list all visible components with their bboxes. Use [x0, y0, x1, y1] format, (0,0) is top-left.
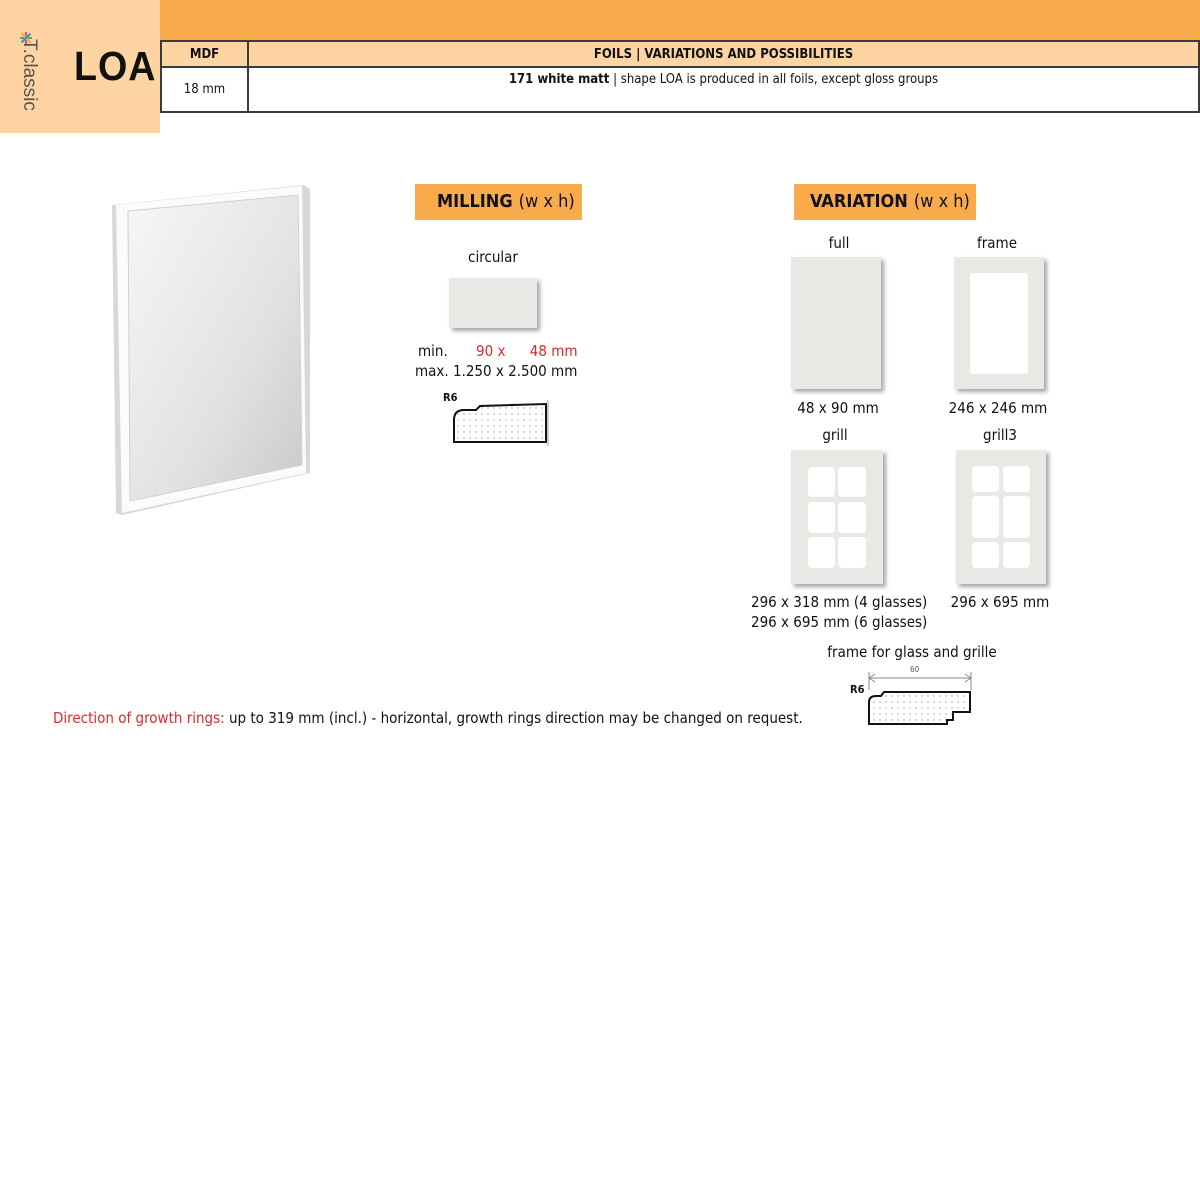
grill3-pane — [1003, 542, 1030, 568]
milling-header — [415, 184, 582, 220]
grill-pane — [808, 502, 835, 533]
grill3-pane — [1003, 466, 1030, 492]
frame-profile-title: frame for glass and grille — [827, 643, 997, 661]
thickness-value: 18 mm — [161, 67, 248, 112]
growth-rings-note — [53, 709, 803, 727]
grill3-pane — [1003, 496, 1030, 538]
milling-type: circular — [468, 248, 518, 266]
variation-grill3-label: grill3 — [983, 426, 1017, 444]
variation-frame-dims: 246 x 246 mm — [948, 399, 1048, 417]
milling-max: max. 1.250 x 2.500 mm — [415, 362, 578, 380]
milling-min — [418, 342, 578, 360]
logo-text: T.classic — [19, 39, 40, 111]
variation-header — [794, 184, 976, 220]
variation-grill-label: grill — [822, 426, 848, 444]
frame-opening — [970, 273, 1028, 374]
milling-title: MILLING — [437, 191, 513, 212]
variation-grill-dims-1: 296 x 318 mm (4 glasses) — [751, 593, 928, 611]
product-code: LOA — [74, 43, 157, 89]
spec-body-row — [161, 67, 1199, 112]
variation-grill3-image — [956, 450, 1046, 584]
variation-full-dims: 48 x 90 mm — [797, 399, 879, 417]
spec-header-row — [161, 41, 1199, 67]
brand-logo — [14, 30, 40, 111]
grill-pane — [838, 502, 866, 533]
grill-pane — [808, 537, 835, 568]
variation-full-image — [791, 257, 881, 389]
foil-name: 171 white matt — [508, 72, 610, 87]
frame-profile-icon — [866, 670, 976, 728]
milling-min-width: 90 x — [476, 342, 506, 360]
milling-profile-radius: R6 — [443, 391, 458, 404]
milling-title-sub: (w x h) — [518, 191, 575, 212]
variation-grill3-dims: 296 x 695 mm — [950, 593, 1050, 611]
variation-grill-image — [791, 450, 883, 584]
brand-box — [0, 0, 160, 133]
variation-frame-image — [954, 257, 1044, 389]
variation-grill-dims-2: 296 x 695 mm (6 glasses) — [751, 613, 928, 631]
milling-min-height: 48 mm — [529, 342, 578, 360]
foils-description — [248, 67, 1199, 112]
foil-note: | shape LOA is produced in all foils, except gloss groups — [609, 72, 939, 87]
grill3-pane — [972, 466, 999, 492]
frame-profile-radius: R6 — [850, 683, 865, 696]
grill3-pane — [972, 542, 999, 568]
variation-title: VARIATION — [810, 191, 908, 212]
growth-rings-label: Direction of growth rings: — [53, 709, 225, 727]
variation-full-label: full — [828, 234, 850, 252]
grill-pane — [838, 467, 866, 497]
top-banner — [160, 0, 1200, 40]
grill3-pane — [972, 496, 999, 538]
grill-pane — [838, 537, 866, 568]
milling-profile-icon — [450, 400, 552, 446]
milling-sample — [449, 278, 537, 328]
grill-pane — [808, 467, 835, 497]
frame-profile-width: 60 — [910, 665, 920, 674]
header-foils: FOILS | VARIATIONS AND POSSIBILITIES — [248, 41, 1199, 67]
variation-title-sub: (w x h) — [913, 191, 970, 212]
growth-rings-text: up to 319 mm (incl.) - horizontal, growth rings direction may be changed on request. — [224, 709, 803, 727]
spec-table — [160, 40, 1200, 113]
door-front-image — [108, 183, 314, 523]
header-mdf: MDF — [161, 41, 248, 67]
milling-min-label: min. — [418, 342, 448, 360]
variation-frame-label: frame — [976, 234, 1017, 252]
